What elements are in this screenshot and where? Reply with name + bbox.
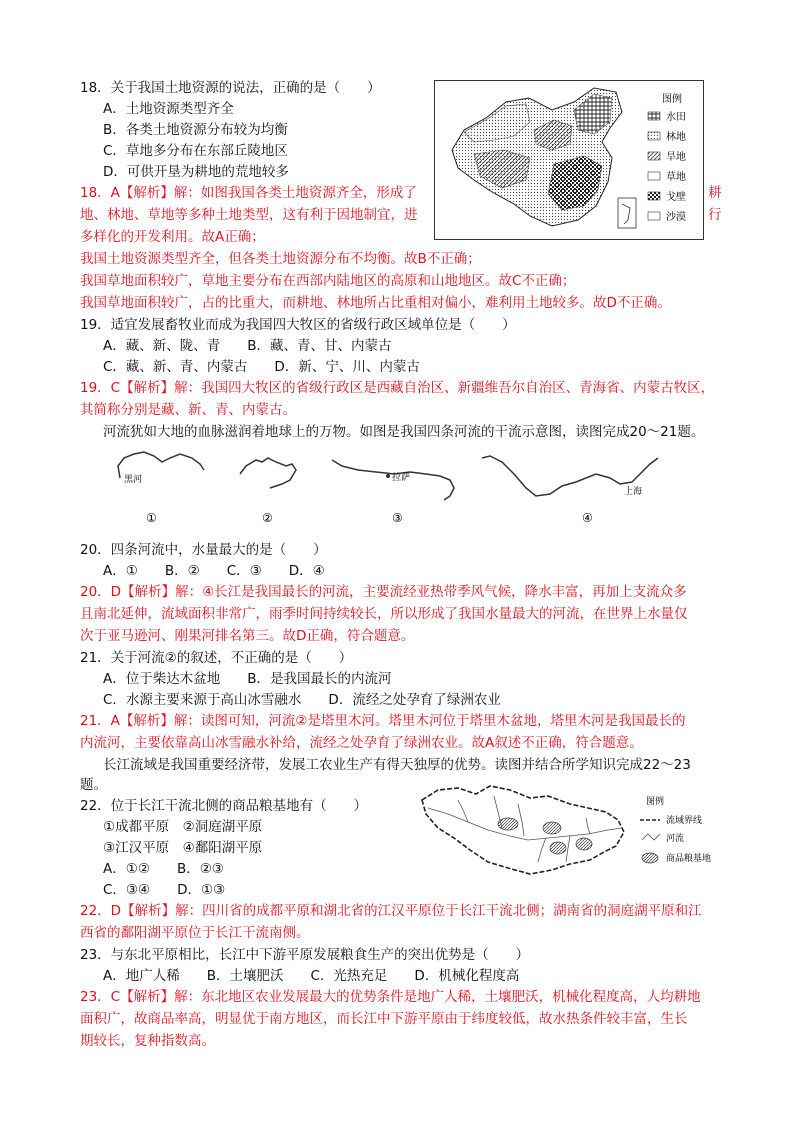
q19-options-ab: A．藏、新、陇、青 B．藏、青、甘、内蒙古 (103, 338, 392, 354)
q23-analysis-line-2: 面积广，故商品率高，明显优于南方地区，而长江中下游平原由于纬度较低，故水热条件较丰富，生长 (80, 1011, 688, 1027)
river-number-3: ③ (392, 511, 403, 525)
q23-options: A．地广人稀 B．土壤肥沃 C．光热充足 D．机械化程度高 (103, 968, 520, 984)
q18-option-a: A．土地资源类型齐全 (103, 101, 234, 117)
rivers-intro: 河流犹如大地的血脉滋润着地球上的万物。如图是我国四条河流的干流示意图，读图完成20～21题。 (103, 424, 705, 440)
q22-analysis-line-1: 22．D【解析】解：四川省的成都平原和湖北省的江汉平原位于长江干流北侧；湖南省的洞庭湖平原和江 (80, 903, 702, 919)
q21-options-ab: A．位于柴达木盆地 B．是我国最长的内流河 (103, 671, 392, 687)
q21-stem: 21．关于河流②的叙述，不正确的是（ ） (80, 650, 353, 666)
q18-analysis-line-1-tail: 耕 (708, 185, 722, 201)
q19-analysis-line-1: 19．C【解析】解：我国四大牧区的省级行政区是西藏自治区、新疆维吾尔自治区、青海省、内蒙古牧区， (80, 380, 715, 396)
legend-gobi: 戈壁 (666, 192, 686, 203)
legend-river: 河流 (666, 834, 685, 844)
q22-options-cd: C．③④ D．①③ (103, 882, 226, 898)
river-2-line (240, 458, 296, 488)
legend-grain-base: 商品粮基地 (666, 854, 712, 864)
q18-analysis-line-3: 多样化的开发利用。故A正确； (80, 229, 265, 245)
river-number-4: ④ (582, 511, 593, 525)
q21-analysis-line-1: 21．A【解析】解：读图可知，河流②是塔里木河。塔里木河位于塔里木盆地，塔里木河是我国最长的 (80, 713, 686, 729)
q20-stem: 20．四条河流中，水量最大的是（ ） (80, 542, 327, 558)
legend-dry-land: 旱地 (666, 152, 686, 163)
four-rivers-figure (110, 448, 690, 530)
q19-analysis-line-2: 其简称分别是藏、新、青、内蒙古。 (80, 402, 296, 418)
q18-analysis-line-4: 我国土地资源类型齐全，但各类土地资源分布不均衡。故B不正确； (80, 251, 481, 267)
q18-analysis-line-1: 18．A【解析】解：如图我国各类土地资源齐全，形成了 (80, 185, 417, 201)
q18-option-b: B．各类土地资源分布较为均衡 (103, 122, 288, 138)
q19-stem: 19．适宜发展畜牧业而成为我国四大牧区的省级行政区域单位是（ ） (80, 317, 516, 333)
label-shanghai: 上海 (624, 487, 643, 497)
legend-paddy: 水田 (666, 112, 686, 123)
legend-basin-boundary: 流域界线 (666, 816, 703, 826)
q23-stem: 23．与东北平原相比，长江中下游平原发展粮食生产的突出优势是（ ） (80, 947, 530, 963)
q18-stem: 18．关于我国土地资源的说法，正确的是（ ） (80, 80, 381, 96)
q18-analysis-line-5: 我国草地面积较广，草地主要分布在西部内陆地区的高原和山地地区。故C不正确； (80, 273, 576, 289)
q18-analysis-line-6: 我国草地面积较广，占的比重大，而耕地、林地所占比重相对偏小，难利用土地较多。故D不正确。 (80, 295, 671, 311)
q22-stem: 22．位于长江干流北侧的商品粮基地有（ ） (80, 798, 368, 814)
china-land-resources-map (434, 80, 704, 240)
q22-items-12: ①成都平原 ②洞庭湖平原 (103, 819, 263, 835)
q19-options-cd: C．藏、新、青、内蒙古 D．新、宁、川、内蒙古 (103, 359, 420, 375)
q22-analysis-line-2: 西省的鄱阳湖平原位于长江干流南侧。 (80, 925, 310, 941)
q23-analysis-line-1: 23．C【解析】解：东北地区农业发展最大的优势条件是地广人稀，土壤肥沃，机械化程度高，人均耕地 (80, 989, 701, 1005)
q18-option-d: D．可供开垦为耕地的荒地较多 (103, 164, 289, 180)
map-legend-title: 图例 (662, 94, 682, 105)
q22-options-ab: A．①② B．②③ (103, 861, 224, 877)
yangtze-legend-title: 图例 (646, 797, 665, 807)
q21-analysis-line-2: 内流河，主要依靠高山冰雪融水补给，流经之处孕育了绿洲农业。故A叙述不正确，符合题意。 (80, 735, 643, 751)
q18-analysis-line-2: 地、林地、草地等多种土地类型，这有利于因地制宜，进 (80, 207, 418, 223)
yangtze-basin-map (418, 778, 734, 882)
river-number-1: ① (146, 511, 157, 525)
q18-analysis-line-2-tail: 行 (708, 207, 722, 223)
q20-analysis-line-2: 且南北延伸，流域面积非常广，雨季时间持续较长，所以形成了我国水量最大的河流，在世界上水量仅 (80, 606, 688, 622)
q20-options: A．① B．② C．③ D．④ (103, 563, 325, 579)
q23-analysis-line-3: 期较长，复种指数高。 (80, 1033, 215, 1049)
q21-options-cd: C．水源主要来源于高山冰雪融水 D．流经之处孕育了绿洲农业 (103, 692, 501, 708)
label-heihe: 黑河 (124, 475, 143, 485)
legend-grassland: 草地 (666, 172, 686, 183)
yangtze-intro-line-2: 题。 (80, 777, 107, 793)
q20-analysis-line-3: 次于亚马逊河、刚果河排名第三。故D正确，符合题意。 (80, 628, 415, 644)
legend-forest: 林地 (666, 132, 686, 143)
label-lasa: 拉萨 (392, 473, 411, 483)
q22-items-34: ③江汉平原 ④鄱阳湖平原 (103, 840, 263, 856)
q20-analysis-line-1: 20．D【解析】解：④长江是我国最长的河流，主要流经亚热带季风气候，降水丰富，再加上支流众多 (80, 584, 687, 600)
legend-desert: 沙漠 (666, 212, 686, 223)
river-number-2: ② (262, 511, 273, 525)
q18-option-c: C．草地多分布在东部丘陵地区 (103, 143, 288, 159)
yangtze-intro-line-1: 长江流域是我国重要经济带，发展工农业生产有得天独厚的优势。读图并结合所学知识完成22～23 (103, 757, 691, 773)
